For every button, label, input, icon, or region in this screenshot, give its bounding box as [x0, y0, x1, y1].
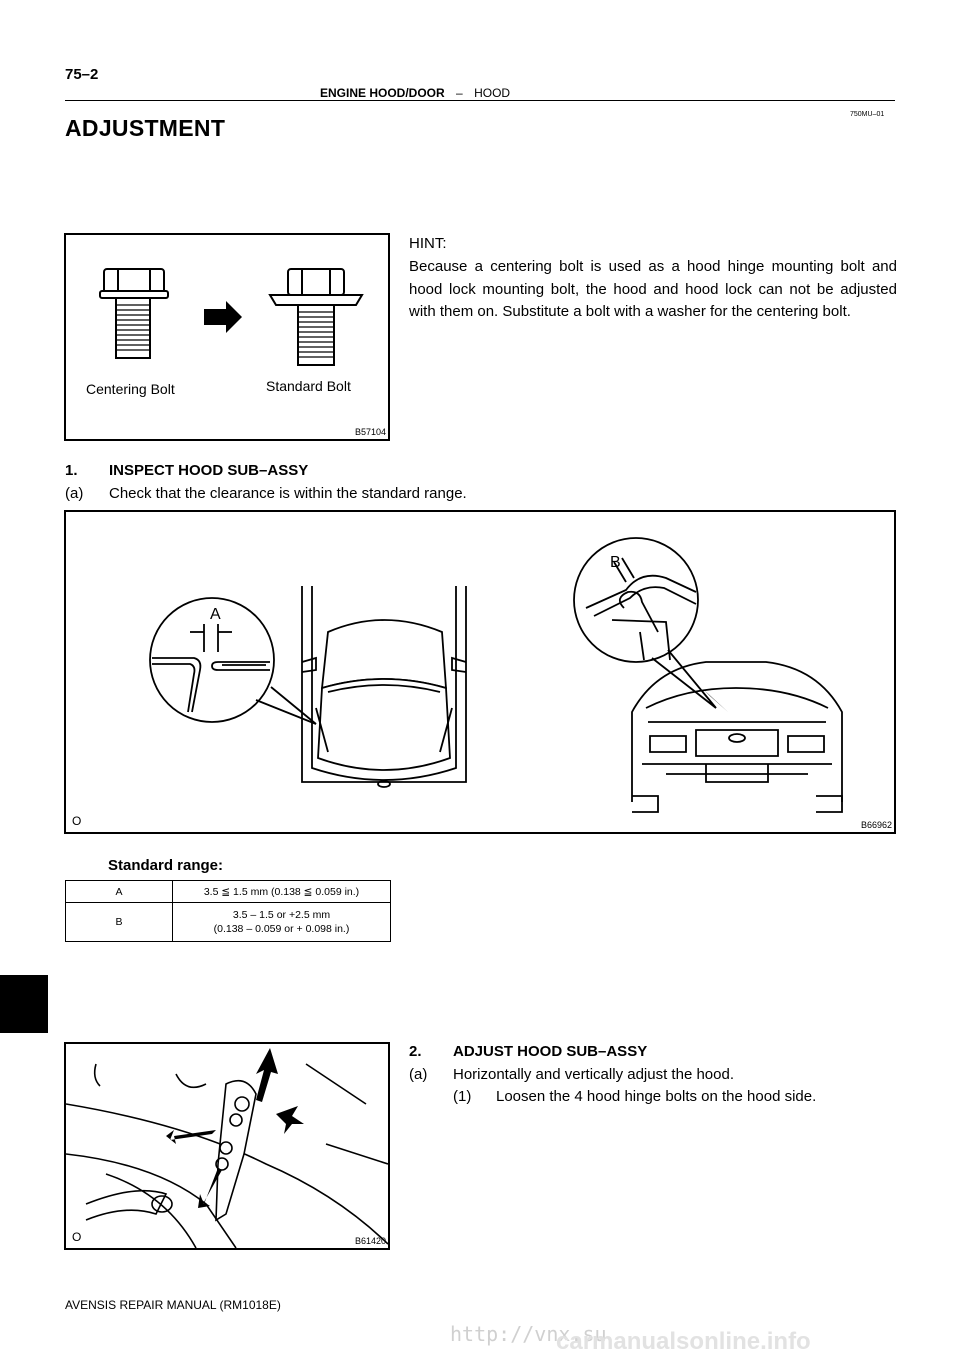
standard-range-table	[65, 880, 391, 942]
header-section: ENGINE HOOD/DOOR	[320, 86, 445, 100]
hinge-illustration	[66, 1044, 388, 1248]
watermark-url[interactable]: http://vnx.su	[450, 1322, 607, 1346]
table-cell-value	[173, 903, 391, 942]
watermark-site: carmanualsonline.info	[556, 1328, 811, 1355]
figure-corner-mark: O	[72, 814, 82, 828]
page-number: 75–2	[65, 66, 99, 83]
step2-number: 2.	[409, 1043, 422, 1060]
header-subsection: HOOD	[474, 86, 511, 100]
page-title: ADJUSTMENT	[65, 115, 226, 141]
figure-corner-mark: O	[72, 1230, 82, 1244]
step1-sub-a-number: (a)	[65, 485, 84, 502]
table-cell-value: 3.5 ≦ 1.5 mm (0.138 ≦ 0.059 in.)	[173, 881, 391, 903]
step2-sub-a-number: (a)	[409, 1066, 428, 1083]
table-cell-key: A	[66, 881, 173, 903]
figure-hinge-adjust	[64, 1042, 390, 1250]
step1-heading	[65, 462, 309, 479]
figure-hood-clearance	[64, 510, 896, 834]
step2-sub-1-number: (1)	[453, 1088, 472, 1105]
figure-id: B66962	[860, 820, 892, 830]
hint-label: HINT:	[409, 235, 447, 252]
hood-clearance-illustration	[66, 512, 894, 832]
clearance-a-label: A	[210, 606, 221, 623]
standard-bolt-label: Standard Bolt	[266, 378, 351, 394]
section-tab	[0, 975, 48, 1033]
header-rule	[65, 100, 895, 101]
bolts-illustration	[66, 235, 388, 439]
table-cell-line: (0.138 – 0.059 or + 0.098 in.)	[213, 923, 350, 935]
step2-heading	[409, 1043, 648, 1060]
step2-title: ADJUST HOOD SUB–ASSY	[453, 1043, 648, 1060]
table-cell-key: B	[66, 903, 173, 942]
standard-range-title: Standard range:	[108, 857, 224, 874]
figure-bolts	[64, 233, 390, 441]
step1-sub-a	[65, 485, 765, 502]
figure-id: B61420	[354, 1236, 386, 1246]
running-header	[320, 86, 510, 100]
step2-sub-1-text: Loosen the 4 hood hinge bolts on the hood side.	[496, 1088, 817, 1105]
figure-id: B57104	[354, 427, 386, 437]
step2-sub-a	[409, 1066, 734, 1083]
table-row	[66, 903, 391, 942]
step2-sub-1	[453, 1088, 817, 1105]
clearance-b-label: B	[610, 554, 621, 571]
hint-text: Because a centering bolt is used as a hood hinge mounting bolt and hood lock mounting bolt, the hood and hood lock can not be adjusted with them on. Substitute a bolt with a washer for the centering bolt.	[409, 258, 897, 321]
centering-bolt-label: Centering Bolt	[86, 381, 175, 397]
document-id: 750MU–01	[850, 111, 885, 118]
arrow-right-icon	[204, 301, 242, 333]
table-cell-line: 3.5 – 1.5 or +2.5 mm	[232, 909, 331, 921]
step1-title: INSPECT HOOD SUB–ASSY	[109, 462, 309, 479]
header-separator: –	[456, 86, 463, 100]
footer-text: AVENSIS REPAIR MANUAL (RM1018E)	[65, 1298, 281, 1312]
step2-sub-a-text: Horizontally and vertically adjust the hood.	[453, 1066, 734, 1083]
step1-sub-a-text: Check that the clearance is within the standard range.	[109, 485, 467, 502]
table-row	[66, 881, 391, 903]
step1-number: 1.	[65, 462, 78, 479]
